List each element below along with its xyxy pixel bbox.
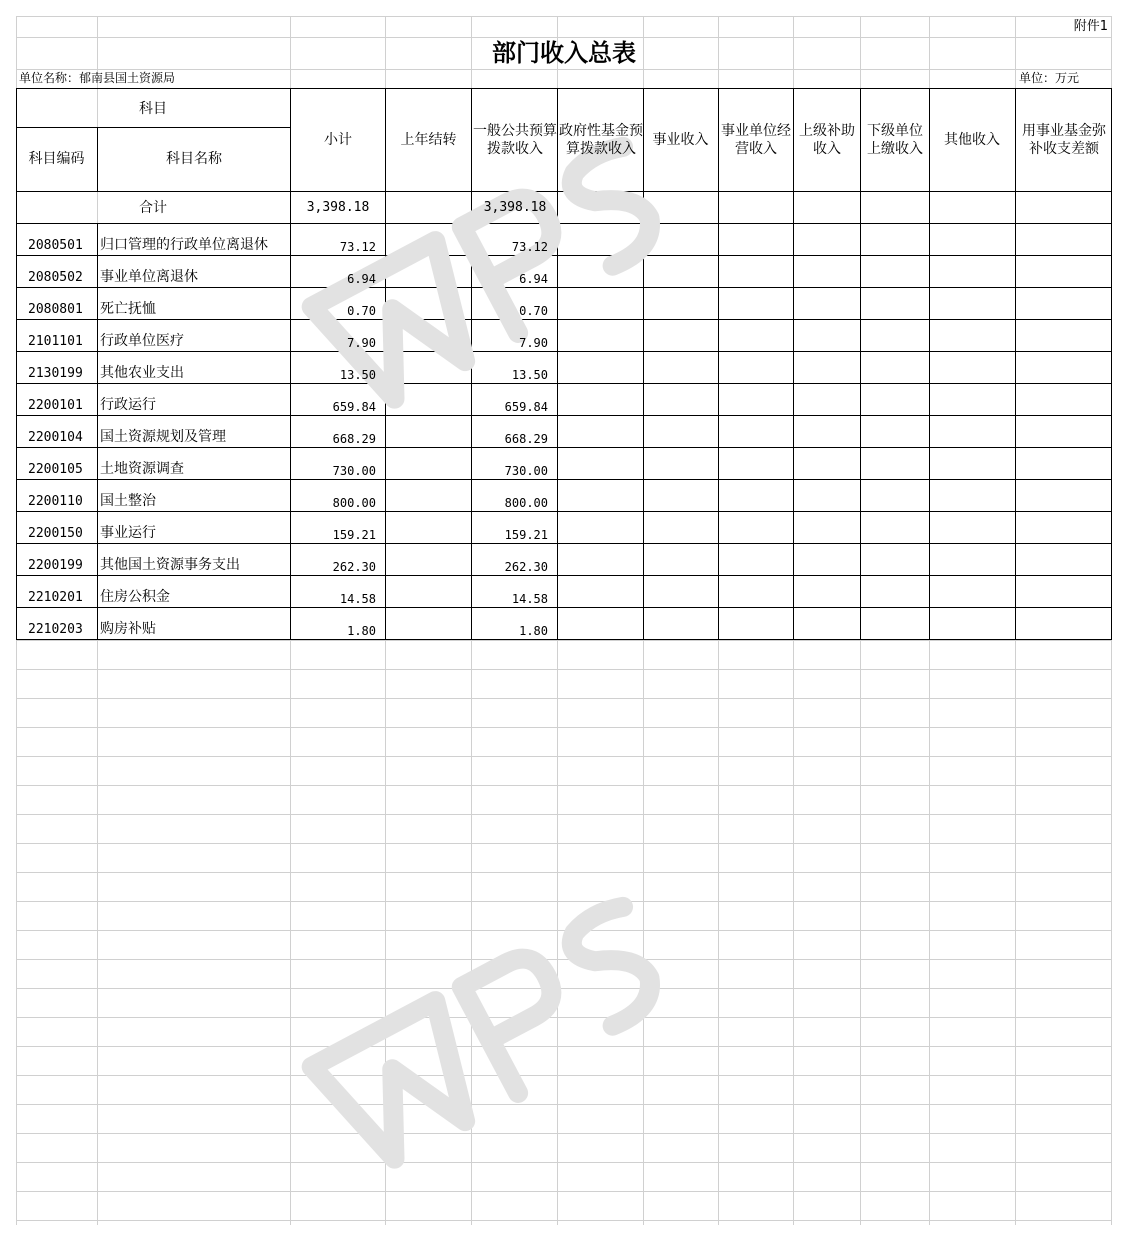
row-general-budget: 14.58 xyxy=(511,592,548,606)
table-border xyxy=(16,575,1111,576)
row-general-budget: 659.84 xyxy=(504,400,548,414)
total-subtotal: 3,398.18 xyxy=(306,199,370,215)
table-border xyxy=(557,88,558,640)
row-subtotal: 7.90 xyxy=(347,336,376,350)
row-general-budget: 0.70 xyxy=(519,304,548,318)
unit-name-label: 单位名称：郁南县国土资源局 xyxy=(19,71,176,85)
row-subtotal: 262.30 xyxy=(332,560,376,574)
total-general-budget: 3,398.18 xyxy=(483,199,547,215)
row-name: 购房补贴 xyxy=(100,621,156,637)
row-subtotal: 6.94 xyxy=(347,272,376,286)
row-general-budget: 159.21 xyxy=(504,528,548,542)
row-code: 2210203 xyxy=(28,622,83,637)
row-subtotal: 659.84 xyxy=(332,400,376,414)
row-code: 2101101 xyxy=(28,334,83,349)
header-business-income: 事业收入 xyxy=(652,132,709,148)
row-subtotal: 0.70 xyxy=(347,304,376,318)
row-code: 2200150 xyxy=(28,526,83,541)
row-code: 2210201 xyxy=(28,590,83,605)
grid-line xyxy=(16,1046,1111,1047)
table-border xyxy=(16,319,1111,320)
table-border xyxy=(16,479,1111,480)
table-border xyxy=(16,351,1111,352)
row-name: 国土资源规划及管理 xyxy=(100,429,226,445)
row-code: 2080801 xyxy=(28,302,83,317)
header-general-budget: 一般公共预算拨款收入 xyxy=(473,123,557,157)
table-border xyxy=(16,607,1111,608)
grid-line xyxy=(16,1017,1111,1018)
row-subtotal: 730.00 xyxy=(332,464,376,478)
row-subtotal: 13.50 xyxy=(339,368,376,382)
table-border xyxy=(793,88,794,640)
row-subtotal: 14.58 xyxy=(339,592,376,606)
row-subtotal: 800.00 xyxy=(332,496,376,510)
grid-line xyxy=(16,1191,1111,1192)
unit-label: 单位：万元 xyxy=(1019,71,1080,85)
table-border xyxy=(1111,88,1112,640)
row-general-budget: 800.00 xyxy=(504,496,548,510)
row-general-budget: 7.90 xyxy=(519,336,548,350)
row-general-budget: 6.94 xyxy=(519,272,548,286)
grid-line xyxy=(16,1075,1111,1076)
header-subordinate-payment: 下级单位上缴收入 xyxy=(867,123,923,157)
table-border xyxy=(16,223,1111,224)
total-label: 合计 xyxy=(139,199,167,216)
grid-line xyxy=(16,930,1111,931)
grid-line xyxy=(16,16,1111,17)
table-title: 部门收入总表 xyxy=(492,38,636,67)
row-code: 2080501 xyxy=(28,238,83,253)
row-name: 行政运行 xyxy=(100,397,156,413)
table-border xyxy=(718,88,719,640)
table-border xyxy=(16,511,1111,512)
row-name: 土地资源调查 xyxy=(100,461,184,477)
table-border xyxy=(16,447,1111,448)
row-general-budget: 262.30 xyxy=(504,560,548,574)
grid-line xyxy=(16,872,1111,873)
row-code: 2080502 xyxy=(28,270,83,285)
attachment-label: 附件1 xyxy=(1073,19,1108,34)
row-general-budget: 1.80 xyxy=(519,624,548,638)
grid-line xyxy=(16,69,1111,70)
row-code: 2200105 xyxy=(28,462,83,477)
header-carryover: 上年结转 xyxy=(400,132,457,148)
row-name: 事业运行 xyxy=(100,525,156,541)
grid-line xyxy=(16,988,1111,989)
grid-line xyxy=(16,814,1111,815)
table-border xyxy=(16,639,1111,640)
grid-line xyxy=(16,1133,1111,1134)
row-code: 2200101 xyxy=(28,398,83,413)
header-subject: 科目 xyxy=(139,100,167,117)
row-general-budget: 730.00 xyxy=(504,464,548,478)
header-name: 科目名称 xyxy=(166,151,222,167)
row-name: 归口管理的行政单位离退休 xyxy=(100,237,268,253)
grid-line xyxy=(16,1220,1111,1221)
header-fund-offset: 用事业基金弥补收支差额 xyxy=(1022,123,1106,157)
grid-line xyxy=(16,698,1111,699)
grid-line xyxy=(16,669,1111,670)
header-code: 科目编码 xyxy=(28,151,85,167)
row-name: 事业单位离退休 xyxy=(100,269,198,285)
row-general-budget: 73.12 xyxy=(511,240,548,254)
table-border xyxy=(1015,88,1016,640)
table-border xyxy=(16,88,1111,89)
grid-line xyxy=(16,640,1111,641)
grid-line xyxy=(16,727,1111,728)
grid-line xyxy=(16,1104,1111,1105)
row-general-budget: 13.50 xyxy=(511,368,548,382)
table-border xyxy=(16,383,1111,384)
header-gov-fund: 政府性基金预算拨款收入 xyxy=(559,123,643,157)
header-operating-income: 事业单位经营收入 xyxy=(721,123,791,157)
row-subtotal: 1.80 xyxy=(347,624,376,638)
table-border xyxy=(16,415,1111,416)
grid-line xyxy=(16,1162,1111,1163)
table-border xyxy=(860,88,861,640)
row-subtotal: 73.12 xyxy=(339,240,376,254)
header-subtotal: 小计 xyxy=(324,132,352,148)
header-other-income: 其他收入 xyxy=(944,132,1000,148)
grid-line xyxy=(16,785,1111,786)
row-general-budget: 668.29 xyxy=(504,432,548,446)
grid-line xyxy=(16,756,1111,757)
table-border xyxy=(16,543,1111,544)
row-code: 2200110 xyxy=(28,494,83,509)
row-code: 2200199 xyxy=(28,558,83,573)
grid-line xyxy=(16,959,1111,960)
grid-line xyxy=(16,901,1111,902)
row-name: 其他农业支出 xyxy=(100,365,184,381)
row-name: 死亡抚恤 xyxy=(100,301,156,317)
table-border xyxy=(16,287,1111,288)
row-code: 2130199 xyxy=(28,366,83,381)
table-border xyxy=(16,255,1111,256)
header-superior-subsidy: 上级补助收入 xyxy=(799,123,855,157)
row-subtotal: 668.29 xyxy=(332,432,376,446)
row-name: 行政单位医疗 xyxy=(100,333,184,349)
table-border xyxy=(97,223,98,639)
table-border xyxy=(471,88,472,640)
row-name: 住房公积金 xyxy=(100,589,170,605)
row-name: 其他国土资源事务支出 xyxy=(100,557,240,573)
grid-line xyxy=(16,843,1111,844)
row-code: 2200104 xyxy=(28,430,83,445)
row-subtotal: 159.21 xyxy=(332,528,376,542)
row-name: 国土整治 xyxy=(100,493,156,509)
